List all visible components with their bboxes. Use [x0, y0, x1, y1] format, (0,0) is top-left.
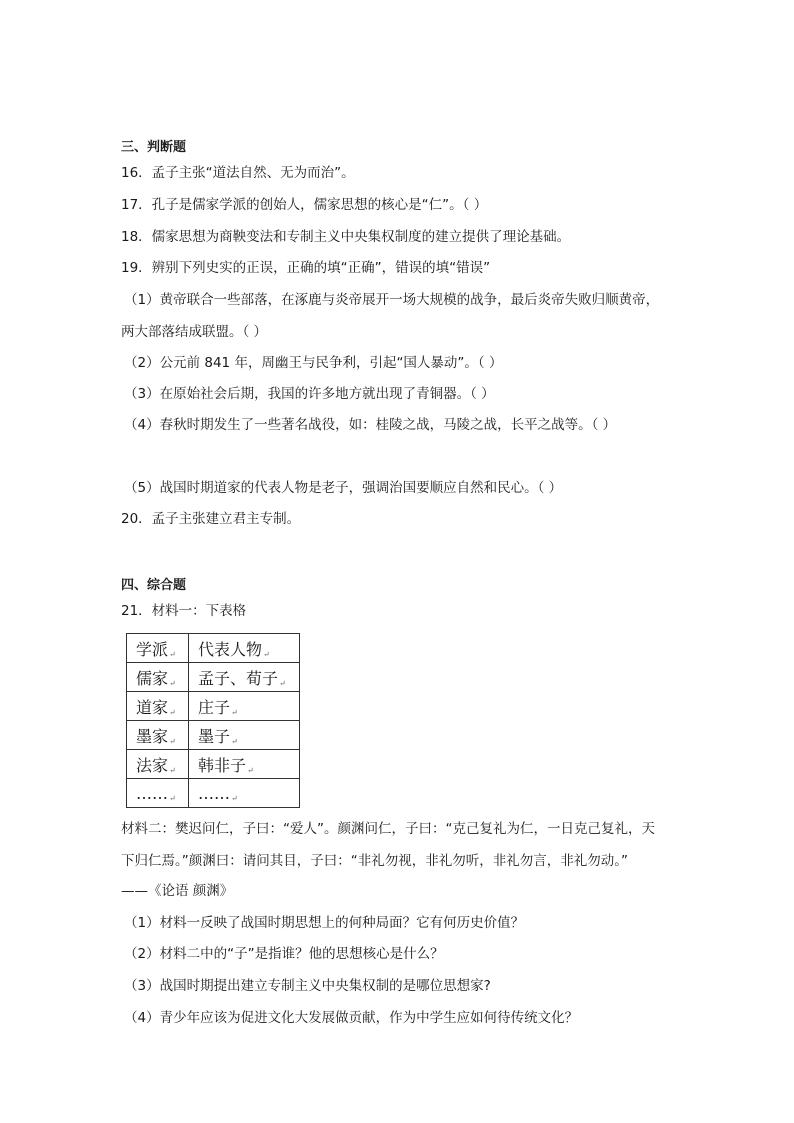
table-cell: 道家↵: [127, 692, 189, 721]
question-19-item-1-line-1: （1）黄帝联合一些部落，在涿鹿与炎帝展开一场大规模的战争，最后炎帝失败归顺黄帝，: [124, 292, 660, 308]
table-cell: ……↵: [127, 779, 189, 808]
table-row: [127, 692, 300, 721]
table-cell: 墨家↵: [127, 721, 189, 750]
question-19: 19．辨别下列史实的正误，正确的填“正确”，错误的填“错误”: [121, 260, 491, 276]
question-21-intro: 21．材料一：下表格: [121, 603, 247, 619]
question-21-sub-4: （4）青少年应该为促进文化大发展做贡献，作为中学生应如何待传统文化？: [124, 1010, 579, 1026]
question-21-sub-3: （3）战国时期提出建立专制主义中央集权制的是哪位思想家?: [124, 978, 491, 994]
question-16: 16．孟子主张“道法自然、无为而治”。: [121, 165, 355, 181]
question-19-item-2: （2）公元前 841 年，周幽王与民争利，引起“国人暴动”。（ ）: [124, 355, 503, 371]
question-19-item-4: （4）春秋时期发生了一些著名战役，如：桂陵之战，马陵之战，长平之战等。（ ）: [124, 417, 617, 433]
table-cell: 孟子、荀子↵: [189, 663, 300, 692]
table-row: [127, 750, 300, 779]
table-cell: 韩非子↵: [189, 750, 300, 779]
material-2-line-2: 下归仁焉。”颜渊曰：请问其目，子曰：“非礼勿视，非礼勿听，非礼勿言，非礼勿动。”: [121, 853, 628, 869]
table-header-cell: 代表人物↵: [189, 634, 300, 663]
table-row: [127, 663, 300, 692]
table-cell: 庄子↵: [189, 692, 300, 721]
question-20: 20．孟子主张建立君主专制。: [121, 511, 301, 527]
table-cell: 墨子↵: [189, 721, 300, 750]
question-21-sub-2: （2）材料二中的“子”是指谁？他的思想核心是什么？: [124, 946, 444, 962]
schools-table: [126, 633, 300, 808]
question-17: 17．孔子是儒家学派的创始人，儒家思想的核心是“仁”。（ ）: [121, 197, 488, 213]
table-cell: 儒家↵: [127, 663, 189, 692]
table-cell: ……↵: [189, 779, 300, 808]
table-row: [127, 779, 300, 808]
question-19-item-3: （3）在原始社会后期，我国的许多地方就出现了青铜器。（ ）: [124, 386, 495, 402]
section3-heading: 三、判断题: [121, 140, 187, 155]
table-cell: 法家↵: [127, 750, 189, 779]
table-header-cell: 学派↵: [127, 634, 189, 663]
table-header-row: [127, 634, 300, 663]
question-18: 18．儒家思想为商鞅变法和专制主义中央集权制度的建立提供了理论基础。: [121, 229, 571, 245]
question-19-item-1-line-2: 两大部落结成联盟。（ ）: [121, 324, 268, 340]
question-21-sub-1: （1）材料一反映了战国时期思想上的何种局面？它有何历史价值？: [124, 915, 525, 931]
question-19-item-5: （5）战国时期道家的代表人物是老子，强调治国要顺应自然和民心。（ ）: [124, 480, 563, 496]
material-2-line-1: 材料二：樊迟问仁，子曰：“爱人”。颜渊问仁，子曰：“克己复礼为仁，一日克己复礼，天: [121, 821, 655, 837]
table-row: [127, 721, 300, 750]
section4-heading: 四、综合题: [121, 578, 187, 593]
material-2-source: ——《论语 颜渊》: [121, 883, 234, 899]
